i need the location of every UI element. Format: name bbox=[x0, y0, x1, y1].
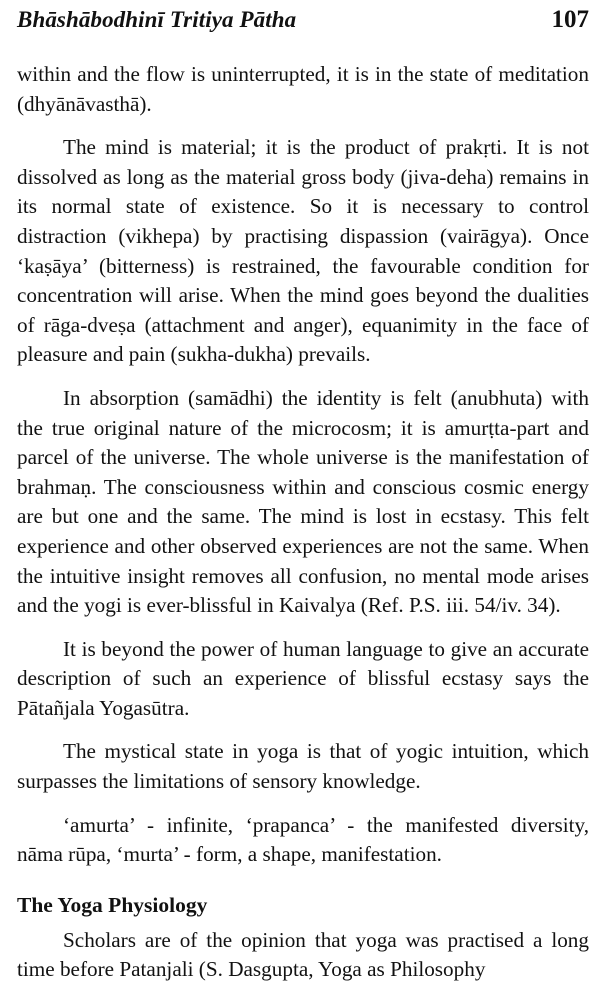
paragraph-mind-material: The mind is material; it is the product of prakṛti. It is not dissolved as long as the material gross body (jiva-deha) remains in its normal state of existence. So it is necessary to control distraction (vikhepa) by practising dispassion (vairāgya). Once ‘kaṣāya’ (bitterness) is restrained, the favourable condition for concentration will arise. When the mind goes beyond the dualities of rāga-dveṣa (attachment and anger), equanimity in the face of pleasure and pain (sukha-dukha) prevails. bbox=[17, 135, 589, 367]
paragraph-continued: within and the flow is uninterrupted, it is in the state of meditation (dhyānāvasthā). bbox=[17, 62, 589, 116]
running-head bbox=[17, 4, 589, 36]
paragraph-mystical-state: The mystical state in yoga is that of yogic intuition, which surpasses the limitations of sensory knowledge. bbox=[17, 739, 589, 794]
running-head-title: Bhāshābodhinī Tritiya Pātha bbox=[17, 7, 297, 32]
paragraph-absorption: In absorption (samādhi) the identity is felt (anubhuta) with the true original nature of the microcosm; it is amurṭta-part and parcel of the universe. The whole universe is the manifestation of brahmaṇ. The consciousness within and conscious cosmic energy are but one and the same. The mind is lost in ecstasy. This felt experience and other observed experiences are not the same. When the intuitive insight removes all confusion, no mental mode arises and the yogi is ever-blissful in Kaivalya (Ref. P.S. iii. 54/iv. 34). bbox=[17, 385, 589, 618]
page-number: 107 bbox=[551, 6, 589, 33]
glossary-note: ‘amurta’ - infinite, ‘prapanca’ - the manifested diversity, nāma rūpa, ‘murta’ - form, a shape, manifestation. bbox=[17, 812, 589, 867]
body-text bbox=[17, 60, 589, 985]
paragraph-human-language: It is beyond the power of human language to give an accurate description of such an experience of blissful ecstasy says the Pātañjala Yogasūtra. bbox=[17, 636, 589, 720]
section-heading: The Yoga Physiology bbox=[17, 892, 208, 917]
section-paragraph: Scholars are of the opinion that yoga was practised a long time before Patanjali (S. Dasgupta, Yoga as Philosophy bbox=[17, 927, 589, 982]
